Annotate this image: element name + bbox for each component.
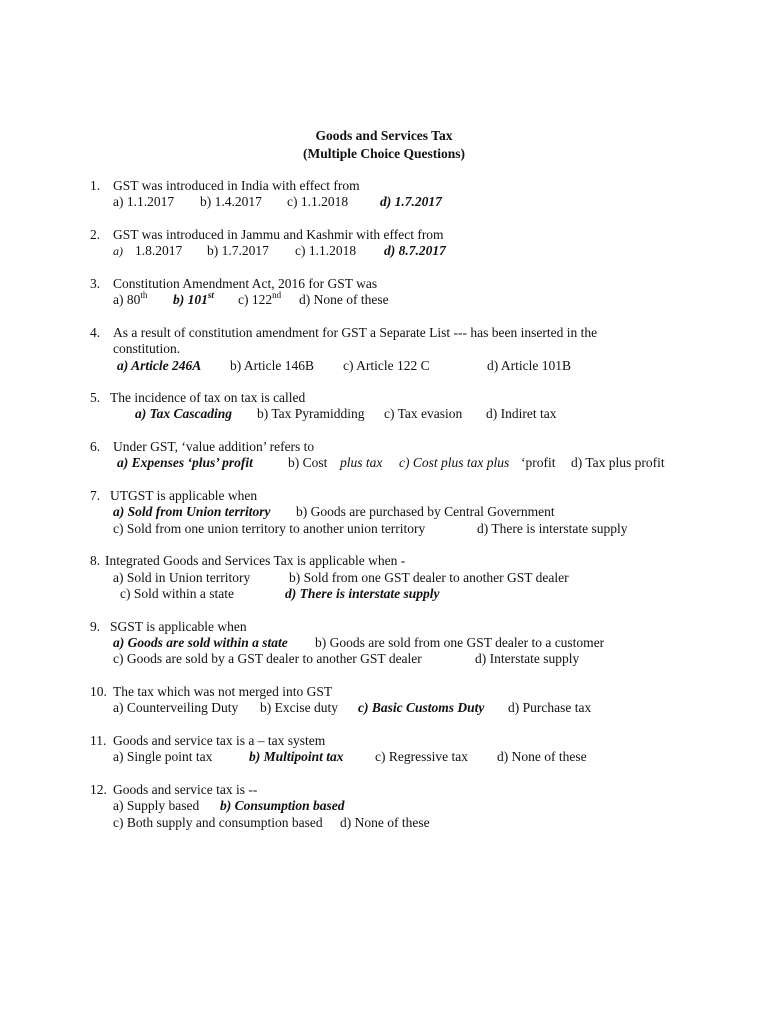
option-b: b) Excise duty bbox=[260, 700, 338, 715]
option-b-answer: b) Multipoint tax bbox=[249, 749, 344, 764]
option-a-answer: a) Sold from Union territory bbox=[113, 504, 271, 519]
option-c: c) Sold from one union territory to another union territory bbox=[113, 521, 426, 536]
option-a-answer: a) Tax Cascading bbox=[135, 406, 233, 421]
document-title: Goods and Services Tax bbox=[315, 128, 453, 143]
option-a-superscript: th bbox=[140, 289, 148, 300]
question-text: The incidence of tax on tax is called bbox=[110, 390, 306, 405]
option-d: d) There is interstate supply bbox=[477, 521, 628, 536]
question-number: 5. bbox=[90, 390, 101, 405]
option-d-answer: d) 8.7.2017 bbox=[384, 243, 446, 258]
question-text: Constitution Amendment Act, 2016 for GST was bbox=[113, 276, 378, 291]
option-b: b) 1.7.2017 bbox=[207, 243, 269, 258]
option-b: b) Article 146B bbox=[230, 358, 314, 373]
option-a bbox=[113, 289, 148, 308]
option-b: b) 1.4.2017 bbox=[200, 194, 262, 209]
option-c: c) Article 122 C bbox=[343, 358, 430, 373]
question-text: SGST is applicable when bbox=[110, 619, 247, 634]
option-d: d) Purchase tax bbox=[508, 700, 592, 715]
option-d: d) None of these bbox=[497, 749, 587, 764]
question-text: GST was introduced in Jammu and Kashmir with effect from bbox=[113, 227, 444, 242]
option-c: c) Sold within a state bbox=[120, 586, 234, 601]
option-a-answer: a) Goods are sold within a state bbox=[113, 635, 288, 650]
option-b-text: b) 101 bbox=[173, 292, 208, 307]
option-a: a) Single point tax bbox=[113, 749, 213, 764]
question-text: Integrated Goods and Services Tax is applicable when - bbox=[105, 553, 406, 568]
option-a: a) Counterveiling Duty bbox=[113, 700, 239, 715]
question-number: 7. bbox=[90, 488, 101, 503]
option-d: d) None of these bbox=[299, 292, 389, 307]
option-c: c) 1.1.2018 bbox=[295, 243, 357, 258]
option-a-text: a) 80 bbox=[113, 292, 141, 307]
option-a-marker: a) bbox=[113, 244, 123, 258]
question-number: 3. bbox=[90, 276, 101, 291]
option-d: d) Article 101B bbox=[487, 358, 571, 373]
question-number: 8. bbox=[90, 553, 101, 568]
option-c bbox=[238, 289, 282, 308]
option-d: d) Interstate supply bbox=[475, 651, 580, 666]
question-text-line-1: As a result of constitution amendment for GST a Separate List --- has been inserted in the bbox=[113, 325, 598, 340]
option-b: b) Sold from one GST dealer to another GST dealer bbox=[289, 570, 569, 585]
option-b: b) Tax Pyramidding bbox=[257, 406, 365, 421]
option-d: d) None of these bbox=[340, 815, 430, 830]
option-b-italic: plus tax bbox=[340, 455, 383, 470]
option-a: a) Sold in Union territory bbox=[113, 570, 251, 585]
question-number: 10. bbox=[90, 684, 107, 699]
option-a-answer: a) Expenses ‘plus’ profit bbox=[117, 455, 253, 470]
option-c: c) Goods are sold by a GST dealer to another GST dealer bbox=[113, 651, 422, 666]
question-number: 1. bbox=[90, 178, 101, 193]
question-number: 2. bbox=[90, 227, 101, 242]
question-text: The tax which was not merged into GST bbox=[113, 684, 333, 699]
option-c: c) Tax evasion bbox=[384, 406, 463, 421]
option-c: c) Regressive tax bbox=[375, 749, 468, 764]
option-d-answer: d) There is interstate supply bbox=[285, 586, 440, 601]
option-c-suffix: ‘profit bbox=[521, 455, 556, 470]
option-b: b) Goods are purchased by Central Government bbox=[296, 504, 555, 519]
option-c-superscript: nd bbox=[272, 289, 282, 300]
option-c: c) Cost plus tax plus bbox=[399, 455, 510, 470]
question-text: UTGST is applicable when bbox=[110, 488, 258, 503]
option-a: a) 1.1.2017 bbox=[113, 194, 175, 209]
option-b-superscript: st bbox=[207, 289, 214, 300]
question-number: 9. bbox=[90, 619, 101, 634]
option-b-answer bbox=[173, 289, 214, 308]
question-text: Goods and service tax is a – tax system bbox=[113, 733, 326, 748]
question-number: 4. bbox=[90, 325, 101, 340]
option-c-answer: c) Basic Customs Duty bbox=[358, 700, 485, 715]
option-c: c) 1.1.2018 bbox=[287, 194, 349, 209]
question-text: Goods and service tax is -- bbox=[113, 782, 258, 797]
question-number: 6. bbox=[90, 439, 101, 454]
option-a: 1.8.2017 bbox=[135, 243, 183, 258]
option-d: d) Indiret tax bbox=[486, 406, 557, 421]
option-c-text: c) 122 bbox=[238, 292, 273, 307]
option-a-answer: a) Article 246A bbox=[117, 358, 202, 373]
question-text-line-2: constitution. bbox=[113, 341, 181, 356]
option-d-answer: d) 1.7.2017 bbox=[380, 194, 442, 209]
question-number: 12. bbox=[90, 782, 107, 797]
option-b: b) Cost bbox=[288, 455, 328, 470]
question-text: GST was introduced in India with effect from bbox=[113, 178, 360, 193]
option-a: a) Supply based bbox=[113, 798, 200, 813]
question-number: 11. bbox=[90, 733, 107, 748]
option-c: c) Both supply and consumption based bbox=[113, 815, 323, 830]
question-text: Under GST, ‘value addition’ refers to bbox=[113, 439, 315, 454]
option-b-answer: b) Consumption based bbox=[220, 798, 345, 813]
option-b: b) Goods are sold from one GST dealer to a customer bbox=[315, 635, 605, 650]
document-subtitle: (Multiple Choice Questions) bbox=[303, 146, 465, 161]
option-d: d) Tax plus profit bbox=[571, 455, 665, 470]
